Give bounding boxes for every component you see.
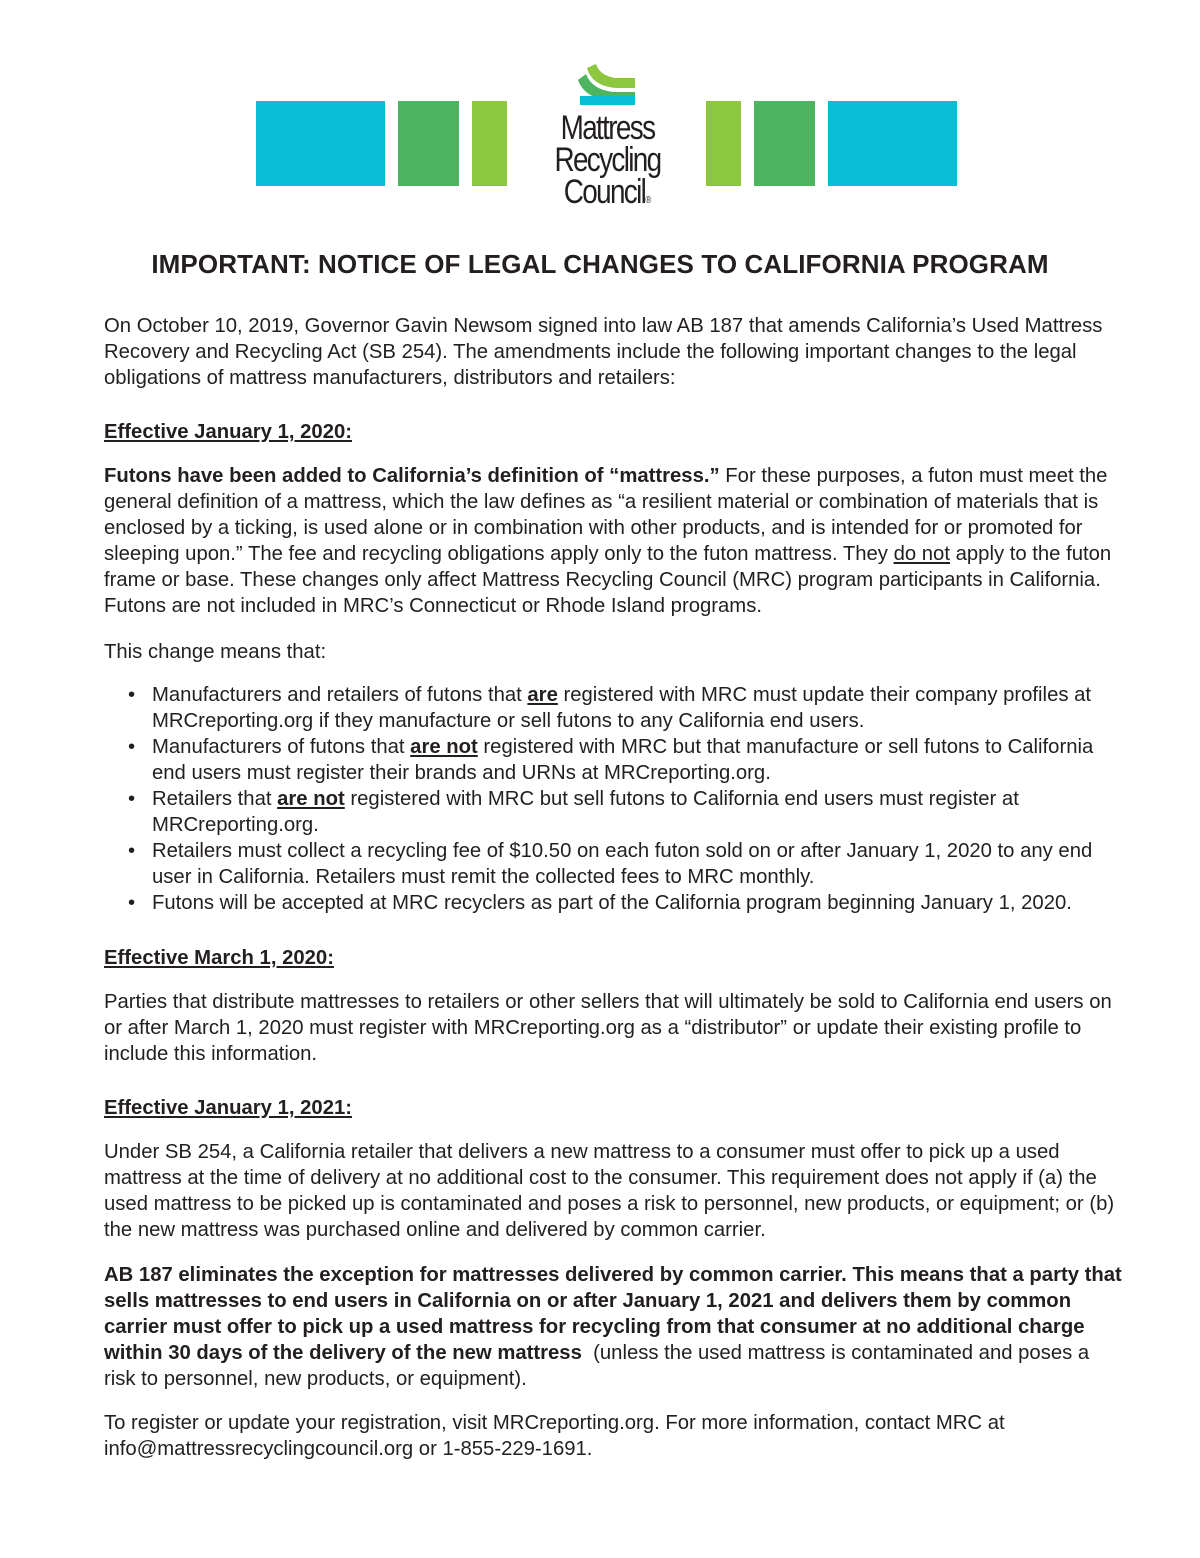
decor-bar [828,101,957,186]
text: Retailers that [152,788,278,810]
section-heading: Effective January 1, 2020: [104,421,353,443]
pickup-paragraph: Under SB 254, a California retailer that delivers a new mattress to a consumer must offer to pick up a used mattress at the time of delivery at no additional cost to the consumer. This requirement does not apply if (a) the used mattress to be picked up is contaminated and poses a risk to personnel, new products, or equipment; or (b) the new mattress was purchased online and delivered by common carrier. [104,1141,1115,1241]
list-item [104,734,1124,786]
text: Futons will be accepted at MRC recyclers as part of the California program beginning January 1, 2020. [152,892,1072,914]
section-heading: Effective March 1, 2020: [104,947,334,969]
bold-text: AB 187 eliminates the exception for mattresses delivered by common carrier. This means that a party that sells mattresses to end users in California on or after January 1, 2021 and delivers them by common carrier must offer to pick up a used mattress for recycling from that consumer at no additional charge within 30 days of the delivery of the new mattress [104,1264,1122,1364]
intro-paragraph: On October 10, 2019, Governor Gavin Newsom signed into law AB 187 that amends California’s Used Mattress Recovery and Recycling Act (SB 254). The amendments include the following important changes to the legal obligations of mattress manufacturers, distributors and retailers: [104,315,1103,389]
decor-bar [706,101,741,186]
bullet-icon: • [128,736,136,758]
text: registered with MRC must update their company profiles at MRCreporting.org if they manufacture or sell futons to any California end users. [152,684,1092,732]
change-means-label: This change means that: [104,641,327,663]
section-heading: Effective January 1, 2021: [104,1097,353,1119]
page-title: IMPORTANT: NOTICE OF LEGAL CHANGES TO CALIFORNIA PROGRAM [151,249,1049,279]
bullet-icon: • [128,892,136,914]
logo-text-line: Recycling [554,141,661,179]
bullet-icon: • [128,788,136,810]
logo-text-line: Mattress [560,109,655,147]
underlined-text: do not [893,543,950,565]
text: Retailers must collect a recycling fee of $10.50 on each futon sold on or after January 1, 2020 to any end user in California. Retailers must remit the collected fees to MRC monthly. [152,840,1093,888]
decor-bar [398,101,459,186]
text: registered with MRC but sell futons to California end users must register at MRCreporting.org. [152,788,1019,836]
decor-bar [256,101,385,186]
decor-bar [754,101,815,186]
bold-text: Futons have been added to California’s definition of “mattress.” [104,465,720,487]
emphasis-text: are [527,684,558,706]
decor-bar [472,101,507,186]
mrc-logo [540,62,675,212]
list-item [104,838,1124,890]
text: For these purposes, a futon must meet the general definition of a mattress, which the law defines as “a resilient material or combination of materials that is enclosed by a ticking, is used alone or in combination with other products, and is intended for or promoted for sleeping upon.” The fee and recycling obligations apply only to the futon mattress. They [104,465,1108,565]
contact-paragraph: To register or update your registration, visit MRCreporting.org. For more information, contact MRC at info@mattressrecyclingcouncil.org or 1-855-229-1691. [104,1412,1005,1460]
list-item [104,890,1124,916]
text: Manufacturers and retailers of futons that [152,684,528,706]
list-item [104,682,1124,734]
text: (unless the used mattress is contaminated and poses a risk to personnel, new products, or equipment). [104,1342,1095,1390]
distributor-paragraph: Parties that distribute mattresses to retailers or other sellers that will ultimately be sold to California end users on or after March 1, 2020 must register with MRCreporting.org as a “distributor” or update their existing profile to include this information. [104,991,1112,1065]
changes-list [104,682,1124,916]
futon-definition-paragraph [104,463,1124,619]
logo-text-line: Council® [563,173,652,211]
list-item [104,786,1124,838]
emphasis-text: are not [277,788,345,810]
ab187-paragraph [104,1262,1124,1392]
emphasis-text: are not [410,736,478,758]
text: Manufacturers of futons that [152,736,411,758]
bullet-icon: • [128,840,136,862]
text: apply to the futon frame or base. These changes only affect Mattress Recycling Council (MRC) program participants in California. Futons are not included in MRC’s Connecticut or Rhode Island programs. [104,543,1112,617]
text: registered with MRC but that manufacture or sell futons to California end users must register their brands and URNs at MRCreporting.org. [152,736,1094,784]
bullet-icon: • [128,684,136,706]
logo-swoosh-icon [540,62,675,108]
